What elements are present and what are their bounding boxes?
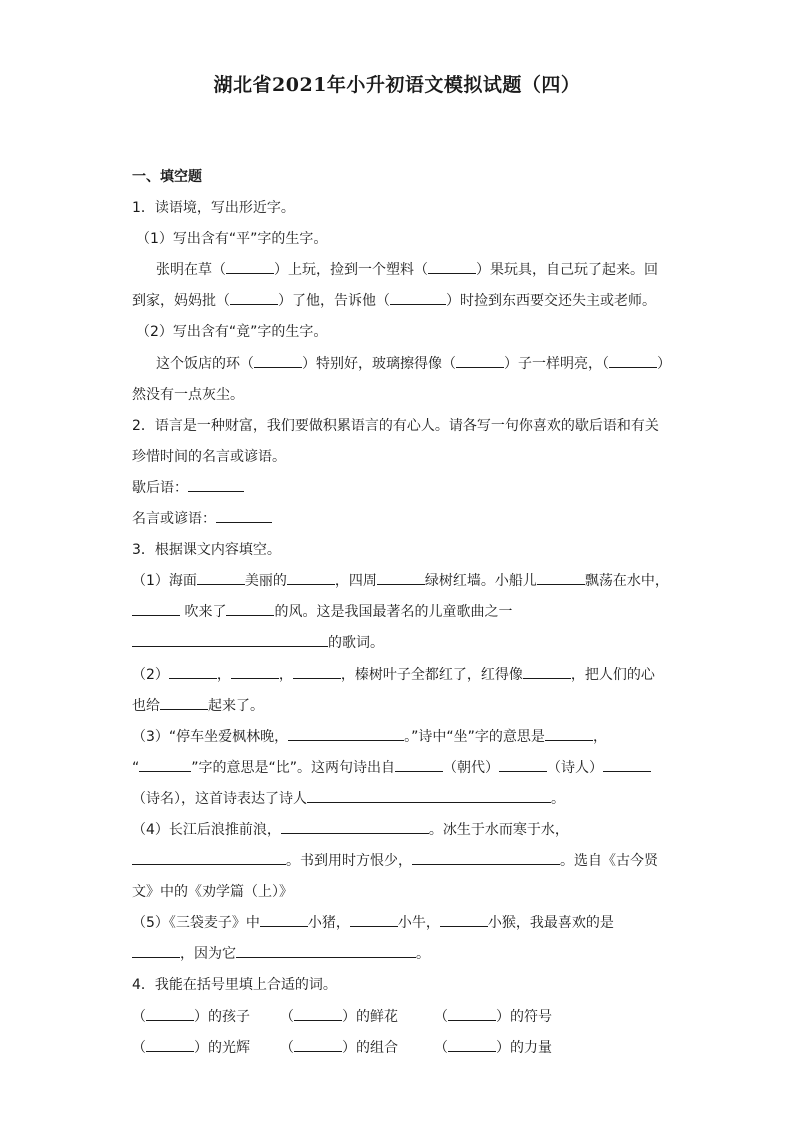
text-segment: 小牛， [397, 915, 440, 932]
text-segment: ）上玩，捡到一个塑料（ [274, 262, 428, 279]
answer-blank[interactable] [456, 352, 504, 368]
question-3-sub1-line3 [132, 628, 672, 659]
question-2-xiehouyu [132, 473, 672, 504]
text-segment: ，因为它 [180, 946, 236, 963]
answer-blank[interactable] [254, 352, 302, 368]
question-3-sub3-line3 [132, 784, 672, 815]
text-segment: 绿树红墙。小船儿 [424, 573, 537, 590]
text-segment: ，四周 [334, 573, 377, 590]
text-segment: ， [592, 728, 607, 745]
question-3-sub4-line2 [132, 846, 672, 877]
answer-blank[interactable] [412, 849, 560, 865]
close-paren: ） [496, 1008, 510, 1025]
text-segment: （4）长江后浪推前浪， [132, 821, 281, 838]
text-segment: 的风。这是我国最著名的儿童歌曲之一 [274, 604, 513, 621]
answer-blank[interactable] [523, 663, 571, 679]
question-2-proverb [132, 504, 672, 535]
question-3-sub3-line1 [132, 722, 672, 753]
text-segment: 。书到用时方恨少， [286, 853, 412, 870]
close-paren: ） [342, 1039, 356, 1056]
word-fill-label: 的光辉 [208, 1039, 250, 1056]
text-segment: （1）海面 [132, 573, 197, 590]
text-segment: 。 [551, 790, 565, 807]
text-segment: 也给 [132, 697, 160, 714]
open-paren: （ [280, 1008, 294, 1025]
question-3-sub4-line1 [132, 815, 672, 846]
word-fill-item [280, 1002, 434, 1033]
answer-blank[interactable] [132, 942, 180, 958]
text-segment: （朝代） [443, 759, 500, 776]
answer-blank[interactable] [146, 1036, 194, 1052]
question-3-stem: 3．根据课文内容填空。 [132, 542, 281, 559]
question-3-sub2-line2 [132, 691, 672, 722]
word-fill-item [132, 1033, 280, 1064]
word-fill-item [434, 1002, 552, 1033]
text-segment: ）果玩具，自己玩了起来。回 [476, 262, 658, 279]
question-3-sub5-line2 [132, 939, 672, 970]
answer-blank[interactable] [226, 600, 274, 616]
answer-blank[interactable] [197, 569, 245, 585]
word-fill-item [434, 1033, 552, 1064]
text-segment: ，把人们的心 [570, 666, 655, 683]
question-4-row-2 [132, 1033, 672, 1064]
answer-blank[interactable] [390, 289, 446, 305]
text-segment: 这个饭店的环（ [156, 355, 254, 372]
answer-blank[interactable] [260, 911, 308, 927]
exam-content [132, 162, 672, 1064]
word-fill-label: 的组合 [356, 1039, 398, 1056]
answer-blank[interactable] [132, 600, 180, 616]
word-fill-item [132, 1002, 280, 1033]
text-segment: （2） [132, 666, 169, 683]
question-3-sub5-line1 [132, 908, 672, 939]
text-segment: ”字的意思是“比”。这两句诗出自 [191, 759, 396, 776]
close-paren: ） [496, 1039, 510, 1056]
answer-blank[interactable] [603, 756, 651, 772]
answer-blank[interactable] [231, 663, 279, 679]
answer-blank[interactable] [169, 663, 217, 679]
close-paren: ） [194, 1039, 208, 1056]
answer-blank[interactable] [288, 725, 404, 741]
answer-blank[interactable] [132, 849, 286, 865]
open-paren: （ [434, 1008, 448, 1025]
open-paren: （ [132, 1008, 146, 1025]
question-4-row-1 [132, 1002, 672, 1033]
text-segment: 吹来了 [180, 604, 227, 621]
answer-blank[interactable] [230, 289, 278, 305]
answer-blank[interactable] [146, 1005, 194, 1021]
answer-blank[interactable] [281, 818, 429, 834]
open-paren: （ [280, 1039, 294, 1056]
question-3-sub3-line2 [132, 753, 672, 784]
text-segment: （3）“停车坐爱枫林晚， [132, 728, 289, 745]
answer-blank[interactable] [448, 1005, 496, 1021]
word-fill-label: 的孩子 [208, 1008, 250, 1025]
word-fill-label: 的力量 [510, 1039, 552, 1056]
question-4-stem: 4．我能在括号里填上合适的词。 [132, 977, 337, 994]
text-segment: （5）《三袋麦子》中 [132, 915, 260, 932]
section-heading: 一、填空题 [132, 169, 202, 185]
question-3-sub4-line3: 文》中的《劝学篇（上）》 [132, 884, 293, 901]
text-segment: 的歌词。 [328, 635, 384, 652]
text-segment: ，榛树叶子全都红了，红得像 [340, 666, 523, 683]
answer-blank[interactable] [188, 476, 244, 492]
question-3-sub1-line1 [132, 566, 672, 597]
page-title: 湖北省2021年小升初语文模拟试题（四） [213, 74, 581, 96]
question-3-sub2-line1 [132, 660, 672, 691]
word-fill-label: 的符号 [510, 1008, 552, 1025]
answer-blank[interactable] [377, 569, 425, 585]
text-segment: “ [132, 759, 140, 776]
text-segment: 到家，妈妈批（ [132, 293, 230, 310]
question-1-sub1-line1 [132, 255, 672, 286]
answer-blank[interactable] [294, 1005, 342, 1021]
text-segment: ）子一样明亮，（ [504, 355, 609, 372]
text-segment: 飘荡在水中， [584, 573, 669, 590]
answer-blank[interactable] [160, 694, 208, 710]
field-label: 歇后语： [132, 479, 188, 496]
word-fill-item [280, 1033, 434, 1064]
answer-blank[interactable] [350, 911, 398, 927]
answer-blank[interactable] [499, 756, 547, 772]
answer-blank[interactable] [216, 507, 272, 523]
text-segment: ， [216, 666, 231, 683]
question-2-line2: 珍惜时间的名言或谚语。 [132, 448, 286, 465]
answer-blank[interactable] [307, 787, 551, 803]
question-1-sub1-line2 [132, 286, 672, 317]
open-paren: （ [132, 1039, 146, 1056]
answer-blank[interactable] [287, 569, 335, 585]
text-segment: 张明在草（ [156, 262, 226, 279]
text-segment: （诗名），这首诗表达了诗人 [132, 790, 307, 807]
answer-blank[interactable] [293, 663, 341, 679]
answer-blank[interactable] [395, 756, 443, 772]
answer-blank[interactable] [132, 631, 328, 647]
text-segment: 。”诗中“坐”字的意思是 [404, 728, 545, 745]
text-segment: 小猪， [307, 915, 350, 932]
question-1-sub2-title: （2）写出含有“竟”字的生字。 [136, 324, 328, 341]
text-segment: 。选自《古今贤 [560, 853, 658, 870]
text-segment: （诗人） [547, 759, 604, 776]
text-segment: 。冰生于水而寒于水， [428, 821, 569, 838]
answer-blank[interactable] [545, 725, 593, 741]
word-fill-label: 的鲜花 [356, 1008, 398, 1025]
text-segment: ）了他，告诉他（ [278, 293, 390, 310]
close-paren: ） [194, 1008, 208, 1025]
answer-blank[interactable] [226, 258, 274, 274]
close-paren: ） [342, 1008, 356, 1025]
text-segment: 。 [416, 946, 430, 963]
field-label: 名言或谚语： [132, 511, 216, 528]
text-segment: 起来了。 [208, 697, 264, 714]
question-2-line1: 2．语言是一种财富，我们要做积累语言的有心人。请各写一句你喜欢的歇后语和有关 [132, 417, 659, 434]
question-3-sub1-line2 [132, 597, 672, 628]
answer-blank[interactable] [440, 911, 488, 927]
answer-blank[interactable] [448, 1036, 496, 1052]
answer-blank[interactable] [428, 258, 476, 274]
text-segment: 小猴，我最喜欢的是 [487, 915, 614, 932]
text-segment: ）特别好，玻璃擦得像（ [302, 355, 456, 372]
question-1-sub2-line1 [132, 349, 672, 380]
answer-blank[interactable] [139, 756, 191, 772]
question-1-stem: 1．读语境，写出形近字。 [132, 200, 295, 217]
question-1-sub2-line2: 然没有一点灰尘。 [132, 386, 244, 403]
text-segment: 美丽的 [244, 573, 287, 590]
answer-blank[interactable] [609, 352, 657, 368]
answer-blank[interactable] [294, 1036, 342, 1052]
question-1-sub1-title: （1）写出含有“平”字的生字。 [136, 231, 328, 248]
text-segment: ）时捡到东西要交还失主或老师。 [446, 293, 656, 310]
text-segment: ， [278, 666, 293, 683]
text-segment: ） [657, 355, 671, 372]
answer-blank[interactable] [537, 569, 585, 585]
answer-blank[interactable] [236, 942, 416, 958]
open-paren: （ [434, 1039, 448, 1056]
